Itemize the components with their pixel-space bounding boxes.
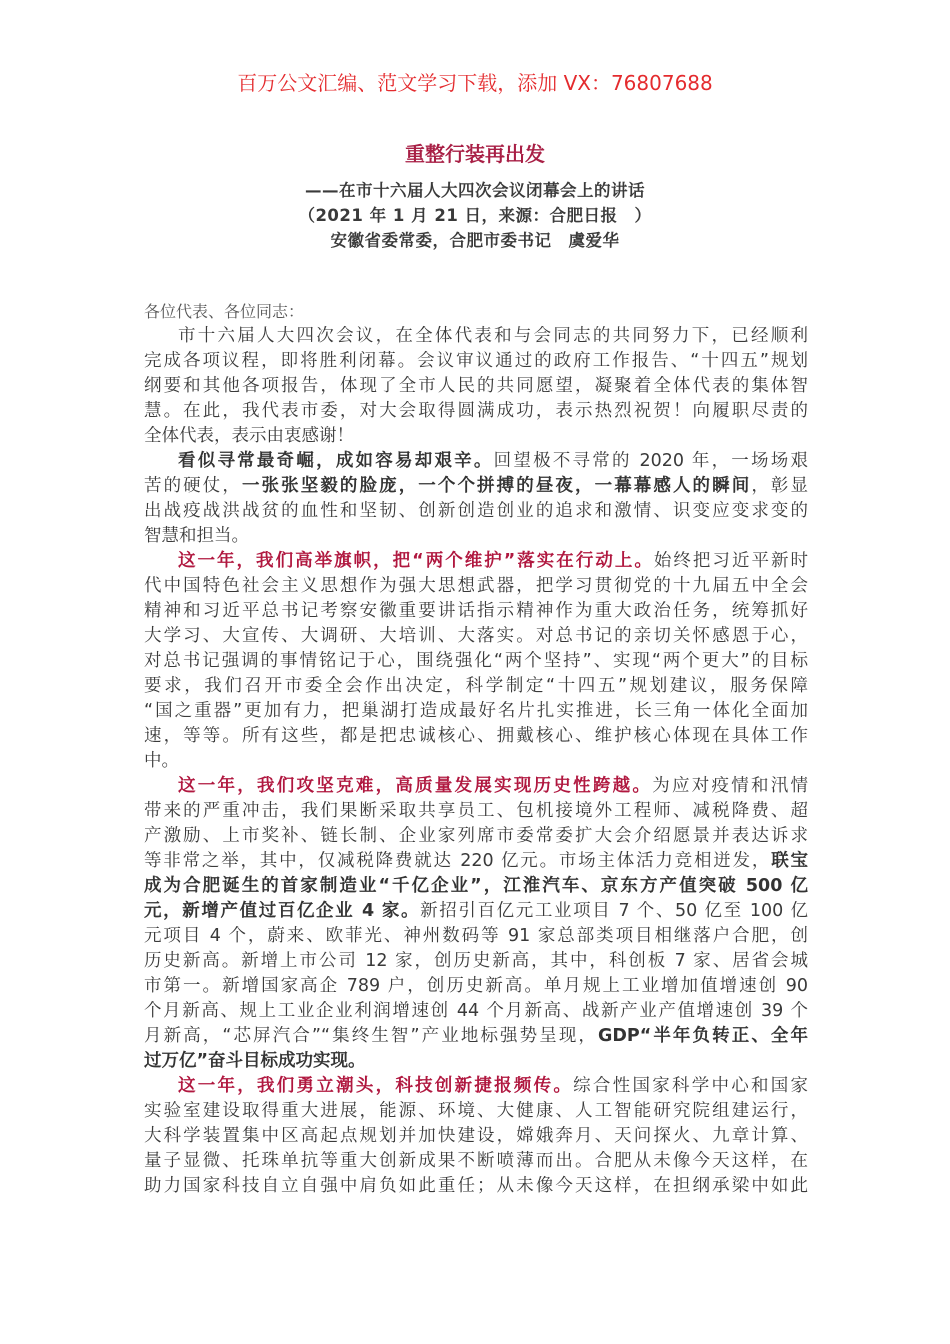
- header-banner: 百万公文汇编、范文学习下载，添加 VX：76807688: [237, 71, 713, 95]
- text-line: [144, 574, 808, 599]
- bold-text: 过万亿”奋斗目标成功实现。: [144, 1051, 366, 1071]
- document-subtitle: ——在市十六届人大四次会议闭幕会上的讲话: [305, 181, 645, 200]
- text-segment: 带来的严重冲击，我们果断采取共享员工、包机接境外工程师、减税降费、超: [144, 801, 808, 821]
- text-segment: 个月新高、规上工业企业利润增速创 44 个月新高、战新产业产值增速创 39 个: [144, 1001, 808, 1021]
- bold-text: 联宝: [771, 851, 809, 871]
- text-line: [144, 374, 808, 399]
- text-segment: 回望极不寻常的 2020 年，一场场艰: [493, 451, 808, 471]
- text-line: [144, 1099, 808, 1124]
- text-segment: “国之重器”更加有力，把巢湖打造成最好名片扎实推进，长三角一体化全面加: [144, 701, 808, 721]
- text-line: [144, 624, 808, 649]
- text-segment: ，彰显: [751, 476, 809, 496]
- text-line: [144, 349, 808, 374]
- bold-text: 一张张坚毅的脸庞，一个个拼搏的昼夜，一幕幕感人的瞬间: [241, 476, 752, 496]
- document-title: 重整行装再出发: [405, 142, 545, 166]
- text-line: [144, 399, 808, 424]
- text-line: [144, 999, 808, 1024]
- text-segment: 中。: [144, 751, 179, 771]
- text-segment: 速，等等。所有这些，都是把忠诚核心、拥戴核心、维护核心体现在具体工作: [144, 726, 808, 746]
- text-line: [144, 924, 808, 949]
- text-segment: 市十六届人大四次会议，在全体代表和与会同志的共同努力下，已经顺利: [178, 326, 808, 346]
- bold-text: 成为合肥诞生的首家制造业“千亿企业”，江淮汽车、京东方产值突破 500 亿: [144, 876, 808, 896]
- text-line: [144, 1174, 808, 1199]
- text-segment: 量子显微、托珠单抗等重大创新成果不断喷薄而出。合肥从未像今天这样，在: [144, 1151, 808, 1171]
- text-segment: 为应对疫情和汛情: [652, 776, 809, 796]
- text-segment: 对总书记强调的事情铭记于心，围绕强化“两个坚持”、实现“两个更大”的目标: [144, 651, 808, 671]
- text-segment: 大学习、大宣传、大调研、大培训、大落实。对总书记的亲切关怀感恩于心，: [144, 626, 808, 646]
- text-segment: 要求，我们召开市委全会作出决定，科学制定“十四五”规划建议，服务保障: [144, 676, 808, 696]
- paragraph: [144, 549, 808, 774]
- text-segment: 月新高，“芯屏汽合”“集终生智”产业地标强势呈现，: [144, 1026, 599, 1046]
- text-segment: 新招引百亿元工业项目 7 个、50 亿至 100 亿: [420, 901, 808, 921]
- text-segment: 综合性国家科学中心和国家: [573, 1076, 809, 1096]
- text-segment: 等非常之举，其中，仅减税降费就达 220 亿元。市场主体活力竞相迸发，: [144, 851, 772, 871]
- text-segment: 全体代表，表示由衷感谢！: [144, 426, 354, 446]
- text-line: [144, 524, 808, 549]
- bold-text: GDP“半年负转正、全年: [598, 1026, 809, 1046]
- text-line: [144, 649, 808, 674]
- text-segment: 代中国特色社会主义思想作为强大思想武器，把学习贯彻党的十九届五中全会: [144, 576, 808, 596]
- text-line: [144, 499, 808, 524]
- text-segment: 智慧和担当。: [144, 526, 249, 546]
- text-line: [144, 874, 808, 899]
- greeting: 各位代表、各位同志：: [144, 302, 305, 321]
- text-segment: 出战疫战洪战贫的血性和坚韧、创新创造创业的追求和激情、识变应变求变的: [144, 501, 808, 521]
- text-segment: 精神和习近平总书记考察安徽重要讲话指示精神作为重大政治任务，统筹抓好: [144, 601, 808, 621]
- text-segment: 市第一。新增国家高企 789 户，创历史新高。单月规上工业增加值增速创 90: [144, 976, 808, 996]
- text-line: [144, 749, 808, 774]
- text-line: [144, 699, 808, 724]
- text-line: [144, 1149, 808, 1174]
- text-segment: 慧。在此，我代表市委，对大会取得圆满成功，表示热烈祝贺！向履职尽责的: [144, 401, 808, 421]
- text-line: [144, 774, 808, 799]
- text-line: [144, 424, 808, 449]
- text-line: [144, 799, 808, 824]
- paragraph: [144, 324, 808, 449]
- text-segment: 苦的硬仗，: [144, 476, 242, 496]
- text-line: [144, 474, 808, 499]
- text-line: [144, 1124, 808, 1149]
- highlight-heading: 这一年，我们勇立潮头，科技创新捷报频传。: [178, 1076, 574, 1096]
- paragraph: [144, 774, 808, 1074]
- highlight-heading: 这一年，我们高举旗帜，把“两个维护”落实在行动上。: [178, 551, 654, 571]
- text-line: [144, 549, 808, 574]
- bold-text: 看似寻常最奇崛，成如容易却艰辛。: [178, 451, 494, 471]
- paragraph: [144, 1074, 808, 1199]
- text-segment: 历史新高。新增上市公司 12 家，创历史新高，其中，科创板 7 家、居省会城: [144, 951, 808, 971]
- document-author: 安徽省委常委，合肥市委书记 虞爱华: [330, 231, 620, 250]
- text-segment: 元项目 4 个，蔚来、欧菲光、神州数码等 91 家总部类项目相继落户合肥，创: [144, 926, 808, 946]
- text-line: [144, 674, 808, 699]
- text-line: [144, 724, 808, 749]
- text-line: [144, 449, 808, 474]
- text-line: [144, 1024, 808, 1049]
- text-segment: 大科学装置集中区高起点规划并加快建设，嫦娥奔月、天问探火、九章计算、: [144, 1126, 808, 1146]
- text-segment: 产激励、上市奖补、链长制、企业家列席市委常委扩大会介绍愿景并表达诉求: [144, 826, 808, 846]
- text-line: [144, 599, 808, 624]
- paragraph: [144, 449, 808, 549]
- document-source: （2021 年 1 月 21 日，来源：合肥日报 ）: [298, 206, 652, 225]
- bold-text: 元，新增产值过百亿企业 4 家。: [144, 901, 421, 921]
- text-line: [144, 974, 808, 999]
- text-segment: 纲要和其他各项报告，体现了全市人民的共同愿望，凝聚着全体代表的集体智: [144, 376, 808, 396]
- text-segment: 实验室建设取得重大进展，能源、环境、大健康、人工智能研究院组建运行，: [144, 1101, 808, 1121]
- text-line: [144, 949, 808, 974]
- highlight-heading: 这一年，我们攻坚克难，高质量发展实现历史性跨越。: [178, 776, 653, 796]
- document-body: [144, 299, 808, 1199]
- text-segment: 始终把习近平新时: [653, 551, 808, 571]
- text-segment: 助力国家科技自立自强中肩负如此重任；从未像今天这样，在担纲承梁中如此: [144, 1176, 808, 1196]
- text-line: [144, 324, 808, 349]
- text-line: [144, 824, 808, 849]
- text-line: [144, 1074, 808, 1099]
- text-line: [144, 899, 808, 924]
- text-segment: 完成各项议程，即将胜利闭幕。会议审议通过的政府工作报告、“十四五”规划: [144, 351, 808, 371]
- text-line: [144, 1049, 808, 1074]
- text-line: [144, 849, 808, 874]
